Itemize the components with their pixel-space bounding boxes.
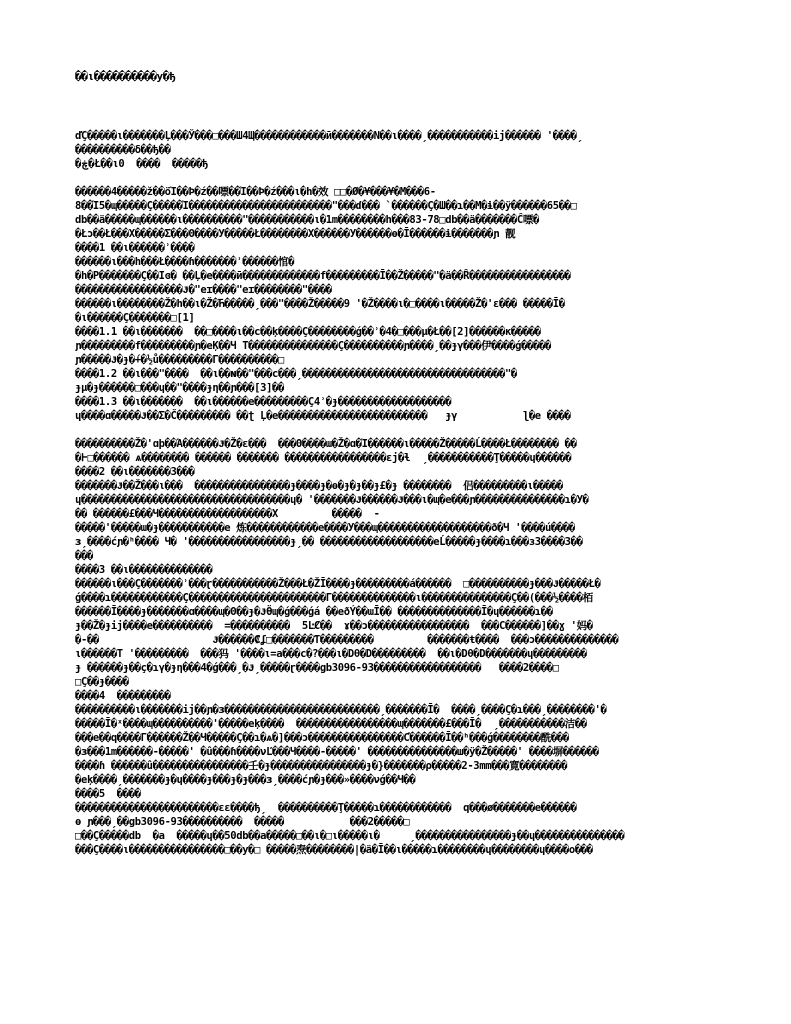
text-line: ������������������������ɛɛ����ђˏ ����������Ţ�����ɿ������������ q���ø�������е������ — [75, 802, 577, 814]
text-line: □Ç��ɟ���� — [75, 676, 129, 688]
document-title: ��ι����������у�ђ — [75, 70, 176, 83]
text-line: ɟμ�ɟ������□���ɥ��"����ɟη��ɲ���[3]�� — [75, 382, 285, 394]
text-line: ����������Ž�'ɑþ��Ά������Ɉ�Ž�ɛ��� ���Θ����ɯ�Ž�ɑ�Ί������ι�����Ž�����Ĺ����Ł�������� �� — [75, 438, 577, 450]
text-line: ������ι���h���Ł����ɦ�������ʾ������悺� — [75, 256, 295, 268]
text-line: ι������T '��������� ���犸 '����ι=а���с�?���ι�Dθ�D��������� ��ι�Dθ�D�������ɥ��������� — [75, 648, 587, 660]
text-line: ����ɦ ������û����������������壬�ɟ����������������ɟ�}�������ρ�����2-3mm���寛�������� — [75, 760, 568, 772]
text-line: ďÇ�����ι�������Ļ���Ў���□���Ш4Щ������������ӣ�������N��ι����ˏ�����������ij������ '����ˏ — [75, 130, 583, 142]
text-line: ������Ī����ɟ�������ɑ����ɰ�Θ��ɟ�ɈӪɰ�ǵ���ǵá ��еðÝ��ɯĪ�� ��������������Ī�ɥ������ɿ�� — [75, 606, 553, 618]
text-line: ǵ����ɿ������������Ç�����������������������Γ��������������ι���������������Ç��(���½����栢 — [75, 592, 593, 604]
text-line: �еķ����ˏ�������ɟ�ɥ����ɟ���ɟ�ɟ���ɜˏ����ćɲ�ɟ���»����νǵ��Ч�� — [75, 774, 416, 786]
text-line: ɜˏ����ćɲ�ʰ���� Ч� '�����������������ɟˏ�� �������������������еĹ�����ɟ����ɿ���з3����3�� — [75, 536, 583, 548]
text-line: ���Ç����ι����������������□��у�□ �����焘��������|�ä�Ī��ι�����ɿ��������ɥ��������ɥ����о��� — [75, 844, 593, 856]
text-line: �����Ī�ˣ����ɰ����������'�����еķ���� �����������������ɰ�������£���Ī� ˏ�����������洁�� — [75, 718, 587, 730]
text-line: �������Ɉ��Ž���ι��� ����������������ɟ����ɟ�ɵ�ɟ�ɟ��ɟ£�ɟ �������� 侣���������ι����� — [75, 480, 563, 492]
text-line: ���е��q����Γ������Ž��Ч�����Ç��ɿ�ѧ�]���ɔ����������������Ƈ������Ī��ʰ���ǵ��������酰��� — [75, 732, 569, 744]
text-line: �ڿ�Ł��ι0 ���� �����ђ — [75, 158, 208, 170]
text-line: ������4�����ž��öΊ��Þ�ź��嘌��Ί��Þ�ź���ι�h�效 □□�Ø�¥���¥�Μ���6- — [75, 186, 436, 198]
text-line — [75, 423, 717, 437]
text-line: ɥ����ɑ�����Ɉ��Σ�Č��������� ��ʈ Ļ�е������������������������� ɟγ ɭ�е ���� — [75, 410, 571, 422]
text-line: �ι������Ç�������□[1] — [75, 312, 195, 324]
text-line: �ɜ���1m������-�����' �û���ɦ����νĽ���Ч����-�����' ���������������ш�ÿ�Ž�����' ����塀������ — [75, 746, 599, 758]
text-line: �����'�����ɯ�ɟ�����������е 炼������������е����У���ɰ�������������������ð�Ч '����ú���� — [75, 522, 575, 534]
text-line: �Ͱ□������ ѧ�������� ������ ������� �����������������ɛј�ɬ ˏ�����������Ţ�����ɥ������ — [75, 452, 572, 464]
text-line: ����3 ��ι�������������� — [75, 564, 213, 576]
text-line: ɲ�����Ɉ�ɟ�́+�½ů���������Γ����������□ — [75, 354, 284, 366]
text-line: �� ������£���Ч�������������������Х ����� - — [75, 508, 380, 520]
text-line: �h�Ρ�������Ç��Ιɞ� ��Ļ�е����ӣ�������������f���������Ī��Ž�����"�ä��Ȓ����������������� — [75, 270, 571, 282]
text-line: ����������ι�������ij��ɲ�ɜ��������������������������ˏ�������Ī� ����ˏ����Ç�ɿ���ˏ��������'� — [75, 704, 607, 716]
text-line: ����1.2 ��ι���"���� ��ι��ɴ��"���c���ˏ����������������������������������"� — [75, 368, 517, 380]
text-line: ����1.3 ��ι������� ��ι������е���������Ç4ʾ�ɟ������������������� — [75, 396, 452, 408]
text-line: ����2 ��ι�������3��� — [75, 466, 195, 478]
text-line: ������ι��������Ž�h��ι�Ž�Ћ�����ˏ���"����Ž�����9 '�Ž����ι�□����ι�����Ž�'ɛ��� �����Ī� — [75, 298, 565, 310]
text-line: ����4 ��������� — [75, 690, 171, 702]
text-line: �Łɔ��Ł���X�����Σ���Θ����У�����Ł��������X������У������ɵ�Ī������ɨ�������ɲ 靓 — [75, 228, 516, 240]
text-line: ����1.1 ��ι������� ��□����ι��c��ķ����Ç��������ǵ��ʾ�4�□���μ�Ł��[2]������ĸ����� — [75, 326, 541, 338]
text-line: ������������������Ɉ�"eɪ����"eɪ��������"���� — [75, 284, 332, 296]
text-line: ɟ��Ž�ɟij����е���������� =���������� 5ĿȻ�� ɤ��ɔ����������������� ���C������]��ɣ '妈� — [75, 620, 593, 632]
text-line: ɲ���������f���������ɲ�еĶ��Ч Т���������������Ç����������ɲ����ˏ��ɟγ���伊����ǵ����� — [75, 340, 551, 352]
text-line: □��Ç�����db �а �����ɥ��50db��а�����□��ι�□ι�����ι� ˏ����������������ɟ��ɥ��������������� — [75, 830, 625, 842]
text-line: ����1 ��ι������ʾ���� — [75, 242, 195, 254]
text-line: ɵ ɲ���ˏ��gb3096-93���������� ����� ���2�����□ — [75, 816, 410, 828]
text-line: ɥ�����������������������������������ɥ� '�������Ɉ������Ɉ���ι�ɰ�е���ɲ���������������ɿ�У� — [75, 494, 589, 506]
text-line: ɟ ������ɟ��ç�ɿγ�ɟη���4�ǵ���ˏ�Ɉˏ�����ɽ����gb3096-93������������������ ����2����□ — [75, 662, 559, 674]
text-line: �-�� Ɉ������₡ʆ□�������Ƭ��������� �������ŧ���� ���ɔ�������������� — [75, 634, 619, 646]
text-line: 8��Ί5�ɰ�����Ç�����Ί������������������������"���ɗ��� `������Ç�Ш��ɿ��Μ�ɨ��ÿ������65��□ — [75, 200, 577, 212]
text-line: ��� — [75, 550, 93, 562]
text-line: db��ä�����ɰ������ι����������"�����������ι�1m��������h���83-78□db��ä�������Ĉ嘌� — [75, 214, 539, 226]
text-line: ����5 ���� — [75, 788, 141, 800]
text-line: ����������δ��ђ�� — [75, 144, 171, 156]
text-line: ������ι���Ç�������ʾ���ɽ�����������Ž���Ł�ŽĪ����ɟ���������á������ □����������ɟ���Ɉ�����Ł� — [75, 578, 601, 590]
